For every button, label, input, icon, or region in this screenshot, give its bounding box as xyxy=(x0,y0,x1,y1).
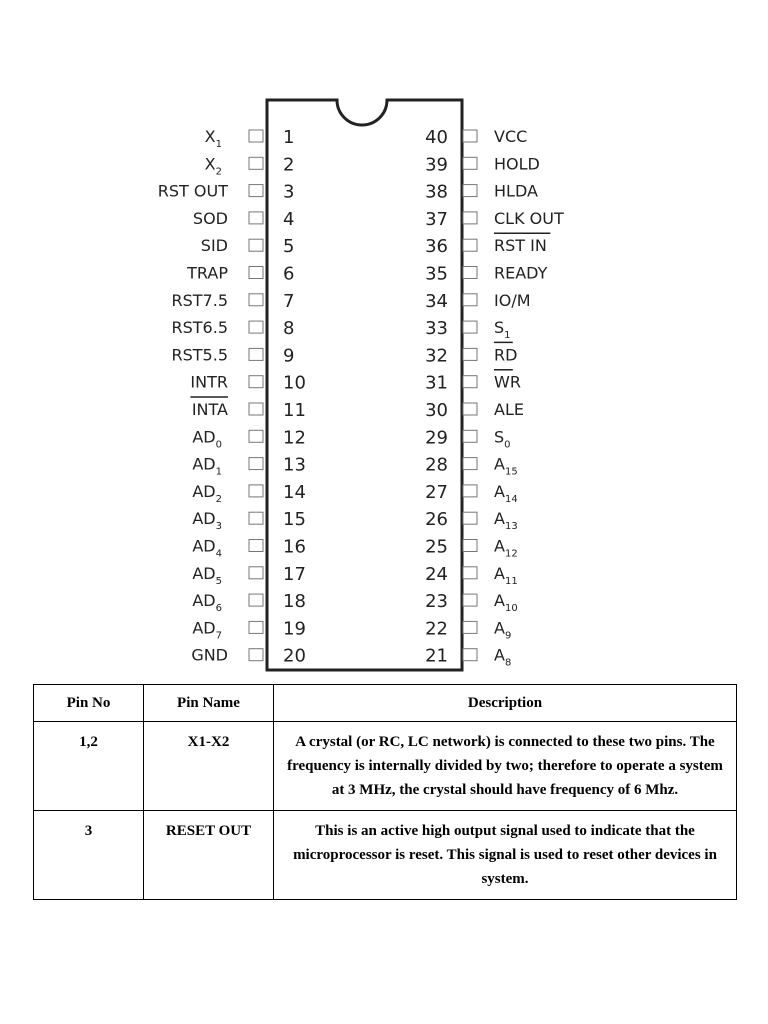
pin-27 xyxy=(425,482,518,505)
pin-stub xyxy=(249,540,263,552)
signal-label: $AD_0$ xyxy=(192,427,222,451)
header-description: Description xyxy=(274,685,737,722)
pin-number: 22 xyxy=(425,618,448,640)
pin-10 xyxy=(190,373,305,394)
pin-20 xyxy=(191,646,306,667)
pin-number: 1 xyxy=(283,127,295,148)
pin-17 xyxy=(192,564,306,587)
signal-label: $AD_4$ xyxy=(192,536,222,560)
pin-16 xyxy=(192,537,306,560)
pin-stub xyxy=(249,130,263,142)
pin-18 xyxy=(192,591,306,614)
pin-stub xyxy=(463,212,477,224)
signal-label: HLDA xyxy=(494,181,538,201)
signal-label: $AD_6$ xyxy=(192,591,222,615)
pin-stub xyxy=(463,540,477,552)
pin-number: 5 xyxy=(283,236,295,258)
pin-25 xyxy=(425,537,518,560)
pin-stub xyxy=(249,239,263,251)
pin-stub xyxy=(463,594,477,606)
pin-stub xyxy=(463,348,477,360)
signal-label: $A_{10}$ xyxy=(494,591,518,615)
pin-number: 25 xyxy=(425,536,448,558)
pin-number: 9 xyxy=(283,345,295,367)
signal-label: TRAP xyxy=(187,263,228,283)
pin-stub xyxy=(463,157,477,169)
pin-stub xyxy=(249,157,263,169)
cell-pin-name: X1-X2 xyxy=(144,722,274,811)
signal-label: RST5.5 xyxy=(171,345,228,365)
table-header-row xyxy=(34,685,737,722)
pin-28 xyxy=(425,455,518,478)
pin-32 xyxy=(425,342,517,366)
pin-number: 11 xyxy=(283,400,306,421)
signal-label: VCC xyxy=(494,127,528,146)
pin-stub xyxy=(463,458,477,470)
pin-number: 36 xyxy=(425,236,448,258)
pin-number: 30 xyxy=(425,400,448,421)
signal-label: $X_2$ xyxy=(204,154,222,178)
header-pin-name: Pin Name xyxy=(144,685,274,722)
pin-24 xyxy=(425,564,518,587)
pin-30 xyxy=(425,400,524,421)
pin-stub xyxy=(463,485,477,497)
pin-stub xyxy=(249,649,263,661)
pin-stub xyxy=(249,267,263,279)
pin-21 xyxy=(425,646,511,669)
signal-label: $A_{14}$ xyxy=(494,481,518,505)
signal-label: WR xyxy=(494,372,521,392)
cell-description: This is an active high output signal used to indicate that the microprocessor is reset. This signal is used to reset other devices in system. xyxy=(274,811,737,900)
signal-label: RST7.5 xyxy=(171,290,228,310)
table-row xyxy=(34,811,737,900)
pin-13 xyxy=(192,455,306,478)
pin-stub xyxy=(463,430,477,442)
pin-number: 12 xyxy=(283,427,306,449)
pin-stub xyxy=(463,567,477,579)
pin-number: 14 xyxy=(283,481,306,503)
signal-label: SOD xyxy=(192,208,228,228)
pin-number: 33 xyxy=(425,318,448,340)
pin-number: 29 xyxy=(425,427,448,449)
pin-stub xyxy=(463,185,477,197)
pin-stub xyxy=(249,376,263,388)
pin-12 xyxy=(192,427,306,450)
signal-label: RST6.5 xyxy=(171,318,228,338)
pin-stub xyxy=(249,621,263,633)
pin-stub xyxy=(249,212,263,224)
signal-label: RST IN xyxy=(494,236,547,256)
pin-number: 3 xyxy=(283,181,295,203)
signal-label: ALE xyxy=(494,400,524,419)
pin-number: 7 xyxy=(283,290,295,312)
signal-label: INTR xyxy=(190,372,228,392)
signal-label: $X_1$ xyxy=(204,127,222,150)
header-pin-no: Pin No xyxy=(34,685,144,722)
pin-number: 37 xyxy=(425,208,448,230)
pin-stub xyxy=(249,321,263,333)
pin-number: 32 xyxy=(425,345,448,367)
signal-label: $AD_7$ xyxy=(192,618,222,642)
pin-number: 16 xyxy=(283,536,306,558)
pin-14 xyxy=(192,482,306,505)
pin-stub xyxy=(463,376,477,388)
pin-number: 4 xyxy=(283,208,295,230)
signal-label: $S_0$ xyxy=(494,427,511,451)
pin-stub xyxy=(249,567,263,579)
pin-number: 2 xyxy=(283,154,295,176)
pin-31 xyxy=(425,370,521,394)
pin-number: 6 xyxy=(283,263,295,285)
cell-pin-no: 3 xyxy=(34,811,144,900)
pin-38 xyxy=(425,182,538,203)
pin-number: 17 xyxy=(283,563,306,585)
pin-number: 40 xyxy=(425,127,448,148)
signal-label: GND xyxy=(191,645,228,665)
signal-label: $AD_5$ xyxy=(192,563,222,587)
pin-number: 21 xyxy=(425,645,448,667)
pin-stub xyxy=(249,512,263,524)
pin-34 xyxy=(425,291,530,312)
cell-description: A crystal (or RC, LC network) is connected to these two pins. The frequency is internally divided by two; therefore to operate a system at 3 MHz, the crystal should have frequency of 6 Mhz. xyxy=(274,722,737,811)
pin-stub xyxy=(249,458,263,470)
pin-11 xyxy=(190,397,306,421)
pin-number: 31 xyxy=(425,372,448,394)
cell-pin-no: 1,2 xyxy=(34,722,144,811)
pin-number: 13 xyxy=(283,454,306,476)
pin-number: 18 xyxy=(283,591,306,613)
pin-stub xyxy=(249,485,263,497)
pin-stub xyxy=(463,267,477,279)
table-row xyxy=(34,722,737,811)
signal-label: $A_{13}$ xyxy=(494,509,518,533)
pin-stub xyxy=(463,321,477,333)
pin-39 xyxy=(425,154,540,175)
pin-number: 35 xyxy=(425,263,448,285)
pin-stub xyxy=(249,348,263,360)
pin-number: 10 xyxy=(283,372,306,394)
pin-number: 39 xyxy=(425,154,448,176)
pin-stub xyxy=(463,130,477,142)
pin-stub xyxy=(249,185,263,197)
pin-26 xyxy=(425,509,518,532)
pin-29 xyxy=(425,427,510,450)
pin-number: 24 xyxy=(425,563,448,585)
pin-40 xyxy=(425,127,527,148)
pin-33 xyxy=(425,318,510,341)
pin-35 xyxy=(425,264,548,285)
pin-23 xyxy=(425,591,518,614)
signal-label: SID xyxy=(200,236,228,256)
pin-19 xyxy=(192,618,306,641)
pin-stub xyxy=(463,239,477,251)
signal-label: HOLD xyxy=(494,154,540,174)
pin-stub xyxy=(249,294,263,306)
pin-number: 8 xyxy=(283,318,295,340)
signal-label: $A_{15}$ xyxy=(494,454,518,478)
pin-stub xyxy=(463,512,477,524)
pin-number: 26 xyxy=(425,509,448,531)
signal-label: $A_8$ xyxy=(494,645,512,669)
pin-stub xyxy=(249,430,263,442)
pin-22 xyxy=(425,618,511,641)
pin-stub xyxy=(463,403,477,415)
pin-37 xyxy=(425,209,564,230)
pin-number: 20 xyxy=(283,645,306,667)
pin-stub xyxy=(463,649,477,661)
pin-number: 23 xyxy=(425,591,448,613)
pin-number: 28 xyxy=(425,454,448,476)
pin-number: 38 xyxy=(425,181,448,203)
pin-number: 27 xyxy=(425,481,448,503)
signal-label: $AD_2$ xyxy=(192,481,222,505)
pin-stub xyxy=(249,594,263,606)
signal-label: $A_9$ xyxy=(494,618,512,642)
pin-stub xyxy=(463,294,477,306)
signal-label: $AD_3$ xyxy=(192,509,222,533)
signal-label: IO/M xyxy=(494,290,531,310)
pin-description-table xyxy=(33,684,737,900)
signal-label: READY xyxy=(494,263,548,283)
signal-label: $A_{12}$ xyxy=(494,536,518,560)
signal-label: RD xyxy=(494,345,518,365)
pin-number: 34 xyxy=(425,290,448,312)
pin-stub xyxy=(463,621,477,633)
signal-label: $S_1$ xyxy=(494,318,511,342)
pin-36 xyxy=(425,233,550,257)
cell-pin-name: RESET OUT xyxy=(144,811,274,900)
signal-label: $AD_1$ xyxy=(192,454,222,478)
signal-label: CLK OUT xyxy=(494,208,564,228)
signal-label: $A_{11}$ xyxy=(494,563,518,587)
pin-15 xyxy=(192,509,306,532)
pin-number: 19 xyxy=(283,618,306,640)
signal-label: INTA xyxy=(191,400,228,419)
pin-number: 15 xyxy=(283,509,306,531)
pin-stub xyxy=(249,403,263,415)
signal-label: RST OUT xyxy=(157,181,228,201)
